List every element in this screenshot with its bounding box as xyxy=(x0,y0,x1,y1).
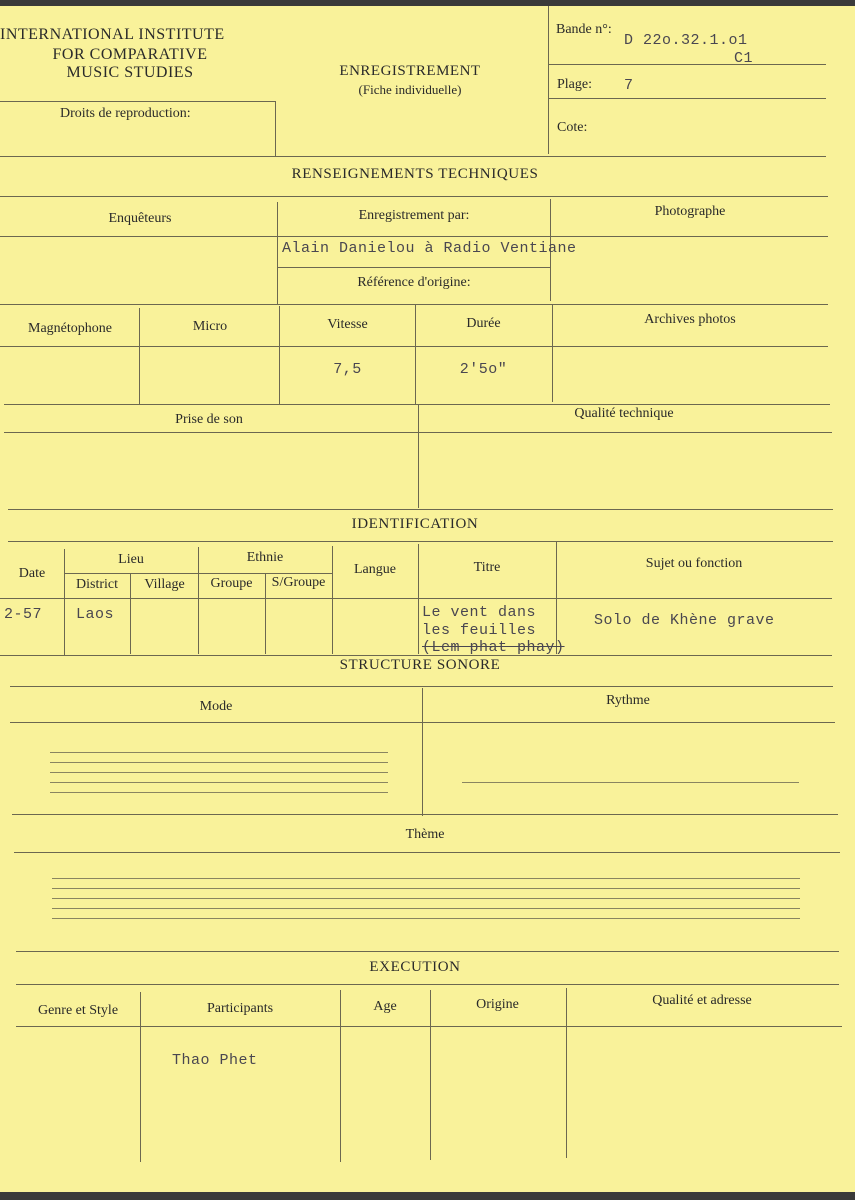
technical-section-title: RENSEIGNEMENTS TECHNIQUES xyxy=(291,166,539,182)
lieu-label: Lieu xyxy=(118,552,144,567)
qualite-technique-label: Qualité technique xyxy=(574,406,674,421)
archives-photos-label: Archives photos xyxy=(644,312,736,327)
bande-label: Bande n°: xyxy=(556,22,612,37)
structure-section-title: STRUCTURE SONORE xyxy=(339,657,501,673)
genre-style-label: Genre et Style xyxy=(37,1003,119,1018)
sujet-label: Sujet ou fonction xyxy=(645,556,743,571)
sgroupe-label: S/Groupe xyxy=(271,575,326,590)
plage-label: Plage: xyxy=(557,77,592,92)
participants-label: Participants xyxy=(206,1001,274,1016)
langue-label: Langue xyxy=(354,562,396,577)
institute-name-line2: FOR COMPARATIVE xyxy=(52,46,208,63)
enqueteurs-label: Enquêteurs xyxy=(108,211,172,226)
titre-value-line1: Le vent dans xyxy=(422,604,537,621)
bande-number-value: D 22o.32.1.o1 xyxy=(624,32,748,49)
cote-label: Cote: xyxy=(557,120,588,135)
mode-label: Mode xyxy=(199,699,233,714)
origine-label: Origine xyxy=(476,997,519,1012)
participant-value: Thao Phet xyxy=(172,1052,258,1069)
ethnie-label: Ethnie xyxy=(246,550,284,565)
bande-sub-value: C1 xyxy=(734,50,754,67)
enregistrement-value: Alain Danielou à Radio Ventiane xyxy=(282,240,577,257)
reference-label: Référence d'origine: xyxy=(357,275,471,290)
theme-label: Thème xyxy=(405,827,445,842)
vitesse-label: Vitesse xyxy=(327,317,368,332)
rights-label: Droits de reproduction: xyxy=(60,106,191,121)
district-value: Laos xyxy=(76,606,115,623)
prise-de-son-label: Prise de son xyxy=(175,412,243,427)
plage-value: 7 xyxy=(624,77,634,94)
village-label: Village xyxy=(144,577,185,592)
form-subtitle: (Fiche individuelle) xyxy=(358,82,462,97)
qualite-adresse-label: Qualité et adresse xyxy=(652,993,752,1008)
magnetophone-label: Magnétophone xyxy=(28,321,112,336)
micro-label: Micro xyxy=(192,319,228,334)
titre-value-line3: (Lem phat phay) xyxy=(422,639,565,656)
execution-section-title: EXECUTION xyxy=(369,959,461,975)
date-label: Date xyxy=(18,566,46,581)
duree-value: 2'5o" xyxy=(459,361,508,378)
duree-label: Durée xyxy=(466,316,501,331)
age-label: Age xyxy=(373,999,397,1014)
identification-section-title: IDENTIFICATION xyxy=(351,516,479,532)
institute-name-line1: INTERNATIONAL INSTITUTE xyxy=(0,26,225,43)
district-label: District xyxy=(76,577,118,592)
enregistrement-label: Enregistrement par: xyxy=(358,208,470,223)
sujet-value: Solo de Khène grave xyxy=(594,612,775,629)
titre-label: Titre xyxy=(473,560,501,575)
photographe-label: Photographe xyxy=(654,204,726,219)
titre-value-line2: les feuilles xyxy=(422,622,537,639)
date-value: 2-57 xyxy=(4,606,43,623)
groupe-label: Groupe xyxy=(210,576,253,591)
vitesse-value: 7,5 xyxy=(333,361,362,378)
form-title: ENREGISTREMENT xyxy=(339,63,481,79)
institute-name-line3: MUSIC STUDIES xyxy=(66,64,194,81)
rythme-label: Rythme xyxy=(606,693,650,708)
archive-record-card xyxy=(0,6,855,1192)
